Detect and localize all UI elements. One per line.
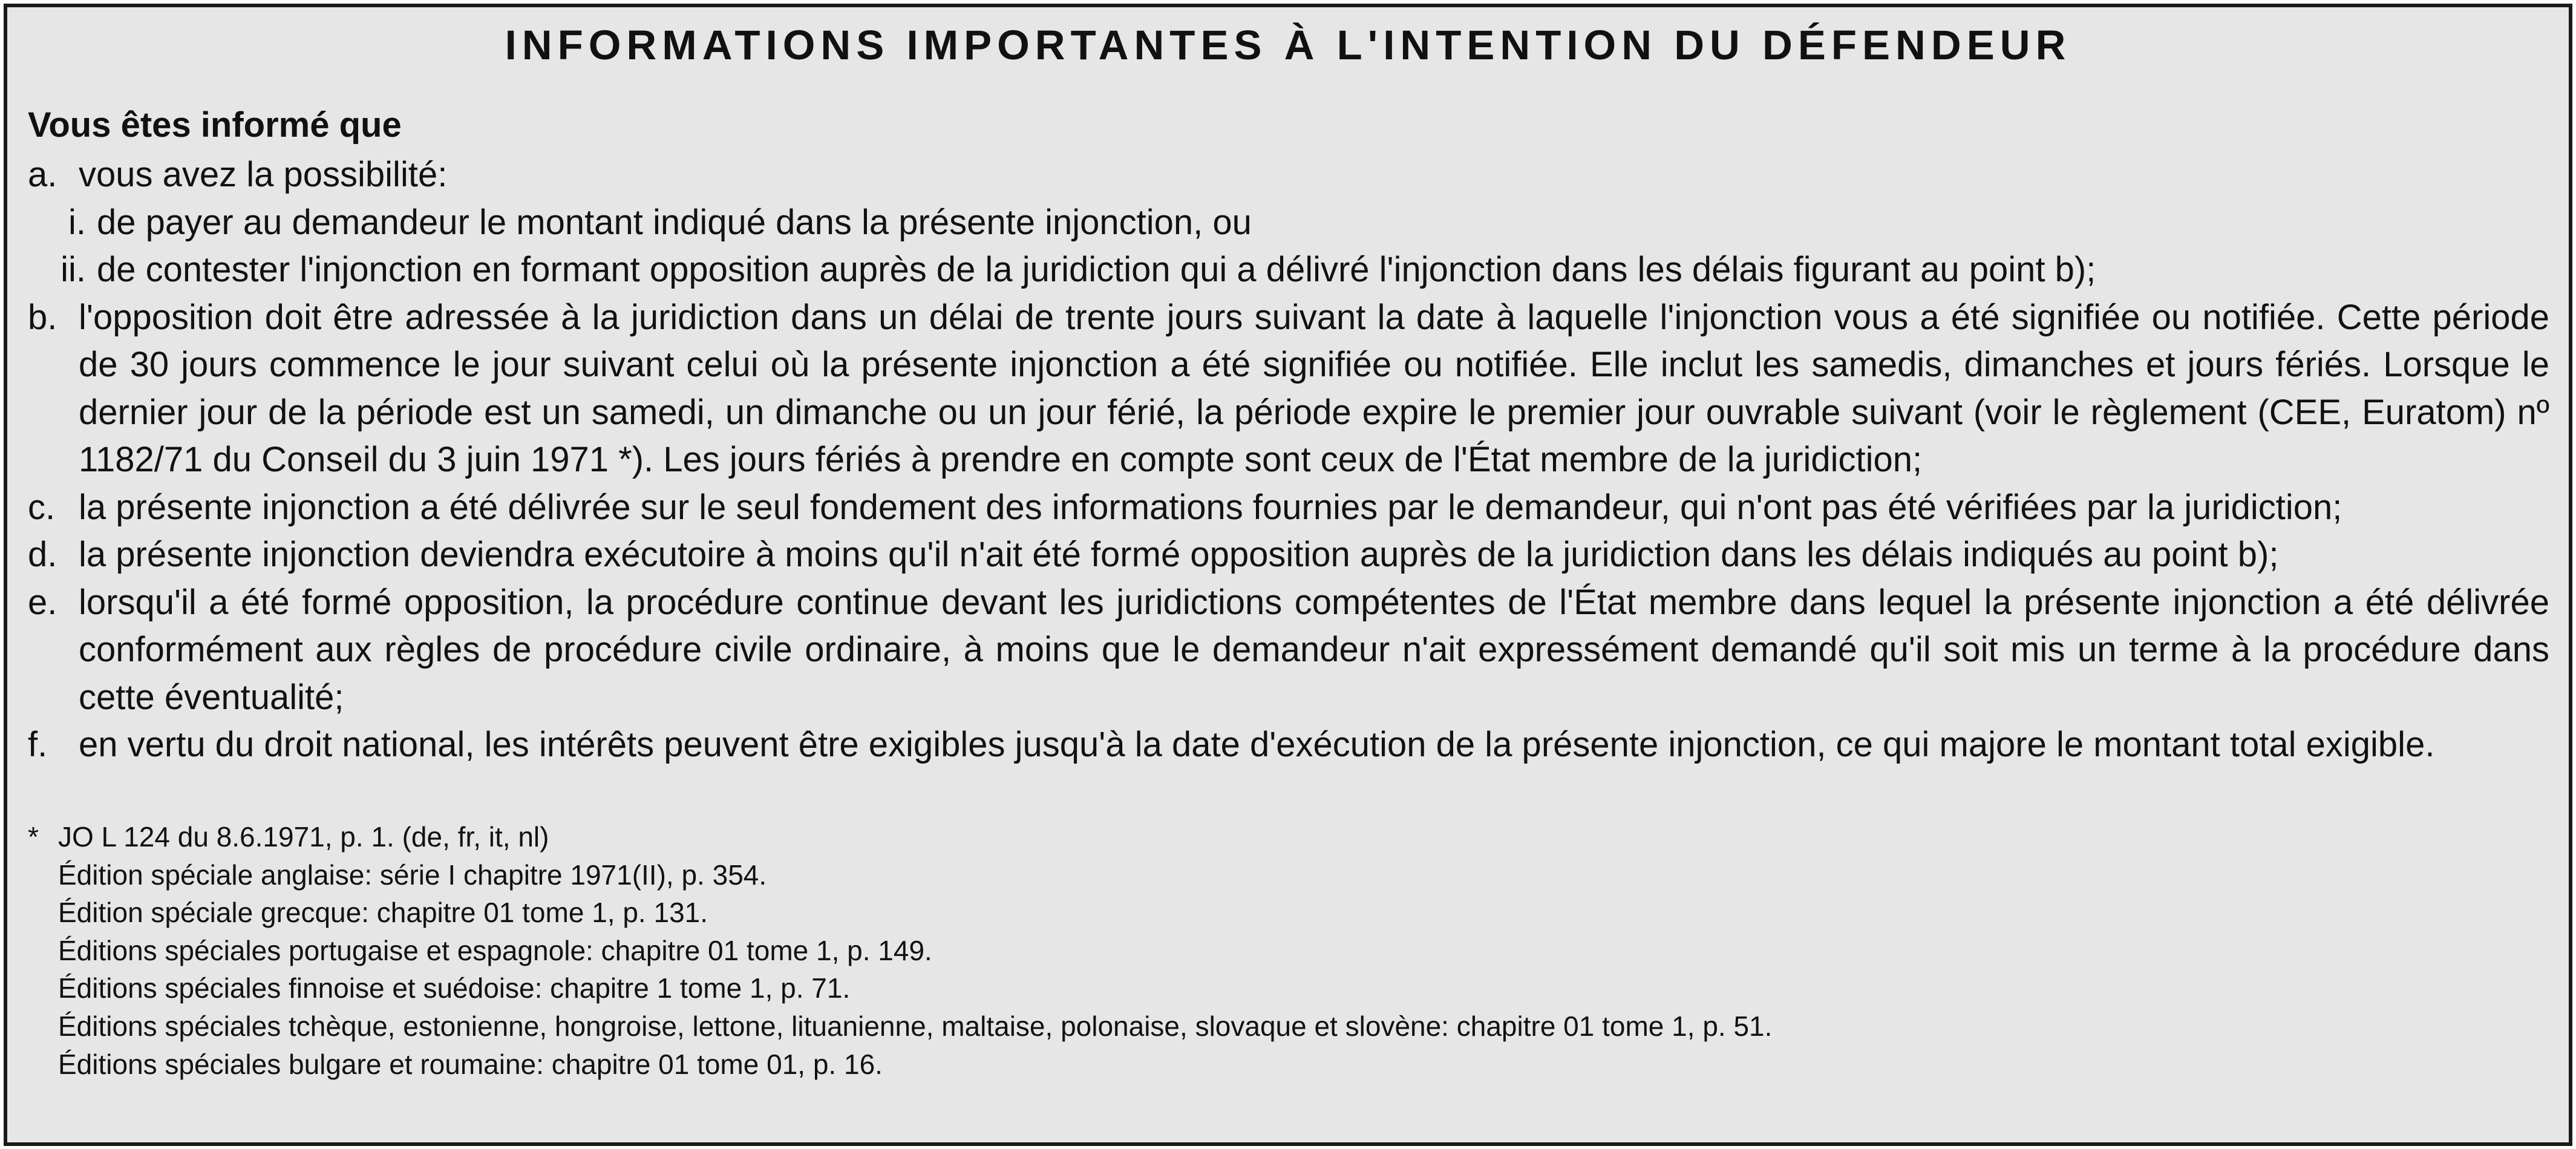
item-label: a. bbox=[28, 155, 57, 194]
footnote-text: Édition spéciale anglaise: série I chapitre 1971(II), p. 354. bbox=[58, 859, 767, 891]
footnote-line bbox=[7, 932, 2569, 970]
footnote-line bbox=[7, 1007, 2569, 1046]
item-text: lorsqu'il a été formé opposition, la procédure continue devant les juridictions compétentes de l'État membre dans lequel la présente injonction a été délivrée conformément aux règles de procédure civile ordinaire, à moins que le demandeur n'ait expressément demandé qu'il soit mis un terme à la procédure dans cette éventualité; bbox=[79, 582, 2549, 717]
item-text: l'opposition doit être adressée à la juridiction dans un délai de trente jours suivant la date à laquelle l'injonction vous a été signifiée ou notifiée. Cette période de 30 jours commence le jour suivant celui où la présente injonction a été signifiée ou notifiée. Elle inclut les samedis, dimanches et jours fériés. Lorsque le dernier jour de la période est un samedi, un dimanche ou un jour férié, la période expire le premier jour ouvrable suivant (voir le règlement (CEE, Euratom) nº 1182/71 du Conseil du 3 juin 1971 *). Les jours fériés à prendre en compte sont ceux de l'État membre de la juridiction; bbox=[79, 297, 2549, 479]
item-text: vous avez la possibilité: bbox=[79, 155, 448, 194]
footnote-text: Éditions spéciales portugaise et espagnole: chapitre 01 tome 1, p. 149. bbox=[58, 934, 932, 966]
list-item-a bbox=[7, 151, 2569, 199]
footnote-text: JO L 124 du 8.6.1971, p. 1. (de, fr, it, nl) bbox=[58, 821, 549, 853]
item-text: la présente injonction deviendra exécutoire à moins qu'il n'ait été formé opposition auprès de la juridiction dans les délais indiqués au point b); bbox=[79, 535, 2279, 574]
notice-box bbox=[4, 4, 2572, 1146]
item-label: f. bbox=[28, 725, 48, 764]
footnote-text: Éditions spéciales tchèque, estonienne, hongroise, lettone, lituanienne, maltaise, polonaise, slovaque et slovène: chapitre 01 tome 1, p. 51. bbox=[58, 1010, 1773, 1042]
list-item-b bbox=[7, 294, 2569, 484]
footnote-line bbox=[7, 856, 2569, 894]
item-label: c. bbox=[28, 487, 56, 527]
subitem-label: i. bbox=[68, 202, 86, 242]
subitem-text: de contester l'injonction en formant opposition auprès de la juridiction qui a délivré l'injonction dans les délais figurant au point b); bbox=[97, 250, 2096, 289]
subitem-label: ii. bbox=[60, 250, 86, 289]
subitem-i bbox=[7, 199, 2569, 247]
item-label: b. bbox=[28, 297, 57, 337]
item-text: la présente injonction a été délivrée sur le seul fondement des informations fournies par le demandeur, qui n'ont pas été vérifiées par la juridiction; bbox=[79, 487, 2342, 527]
list-item-c bbox=[7, 484, 2569, 532]
footnote-marker: * bbox=[28, 821, 39, 853]
footnote-text: Éditions spéciales bulgare et roumaine: chapitre 01 tome 01, p. 16. bbox=[58, 1048, 883, 1080]
footnote-block bbox=[7, 818, 2569, 1083]
intro-heading: Vous êtes informé que bbox=[28, 105, 402, 145]
footnote-line bbox=[7, 894, 2569, 932]
item-label: e. bbox=[28, 582, 57, 622]
subitem-ii bbox=[7, 246, 2569, 294]
list-item-e bbox=[7, 579, 2569, 722]
footnote-line bbox=[7, 818, 2569, 856]
footnote-line bbox=[7, 969, 2569, 1007]
item-text: en vertu du droit national, les intérêts peuvent être exigibles jusqu'à la date d'exécution de la présente injonction, ce qui majore le montant total exigible. bbox=[79, 725, 2435, 764]
subitem-text: de payer au demandeur le montant indiqué dans la présente injonction, ou bbox=[97, 202, 1252, 242]
footnote-text: Édition spéciale grecque: chapitre 01 tome 1, p. 131. bbox=[58, 897, 708, 929]
footnote-text: Éditions spéciales finnoise et suédoise: chapitre 1 tome 1, p. 71. bbox=[58, 972, 851, 1004]
list-item-f bbox=[7, 721, 2569, 769]
notice-title: INFORMATIONS IMPORTANTES À L'INTENTION DU DÉFENDEUR bbox=[505, 22, 2071, 68]
item-label: d. bbox=[28, 535, 57, 574]
footnote-line bbox=[7, 1046, 2569, 1084]
list-item-d bbox=[7, 531, 2569, 579]
information-list bbox=[7, 151, 2569, 769]
